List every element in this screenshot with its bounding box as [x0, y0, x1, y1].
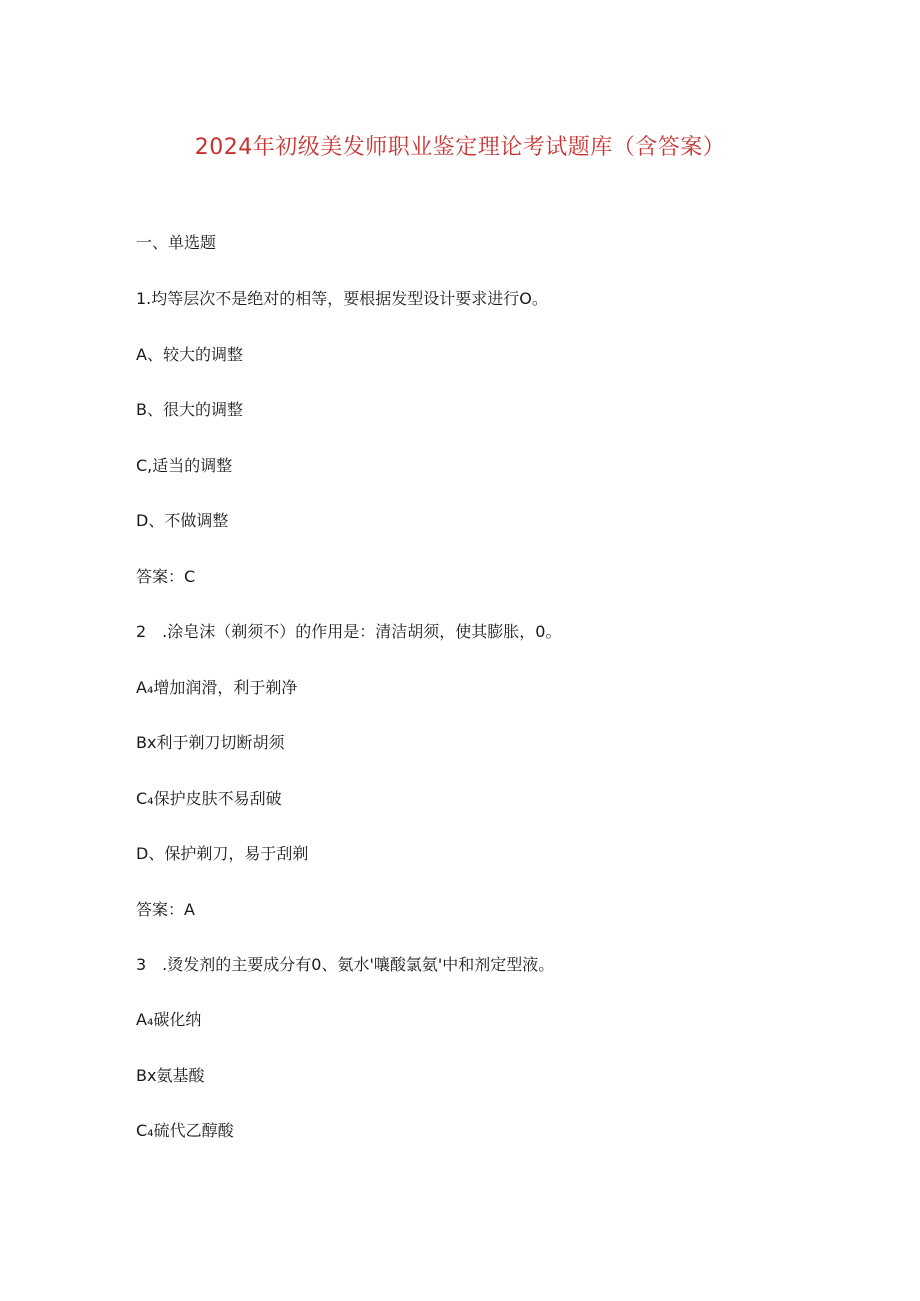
- q2-answer: 答案：A: [136, 900, 195, 919]
- q1-option-c: C,适当的调整: [136, 456, 233, 475]
- section-heading: 一、单选题: [136, 233, 217, 252]
- question-2: 2 .涂皂沫（剃须不）的作用是：清洁胡须，使其膨胀，0。: [136, 622, 562, 641]
- question-3: 3 .烫发剂的主要成分有0、氨水'嚷酸氯氨'中和剂定型液。: [136, 955, 555, 974]
- document-title: 2024年初级美发师职业鉴定理论考试题库（含答案）: [194, 135, 726, 160]
- q2-option-a: A₄增加润滑，利于剃净: [136, 678, 298, 697]
- q1-option-b: B、很大的调整: [136, 400, 243, 419]
- q1-answer: 答案：C: [136, 567, 196, 586]
- q3-option-c: C₄硫代乙醇酸: [136, 1121, 234, 1140]
- q2-option-d: D、保护剃刀，易于刮剃: [136, 844, 309, 863]
- q3-option-b: Bx氨基酸: [136, 1066, 205, 1085]
- question-1: 1.均等层次不是绝对的相等，要根据发型设计要求进行O。: [136, 289, 548, 308]
- q2-option-c: C₄保护皮肤不易刮破: [136, 789, 282, 808]
- q1-option-d: D、不做调整: [136, 511, 229, 530]
- q3-option-a: A₄碳化纳: [136, 1010, 202, 1029]
- q1-option-a: A、较大的调整: [136, 345, 243, 364]
- q2-option-b: Bx利于剃刀切断胡须: [136, 733, 285, 752]
